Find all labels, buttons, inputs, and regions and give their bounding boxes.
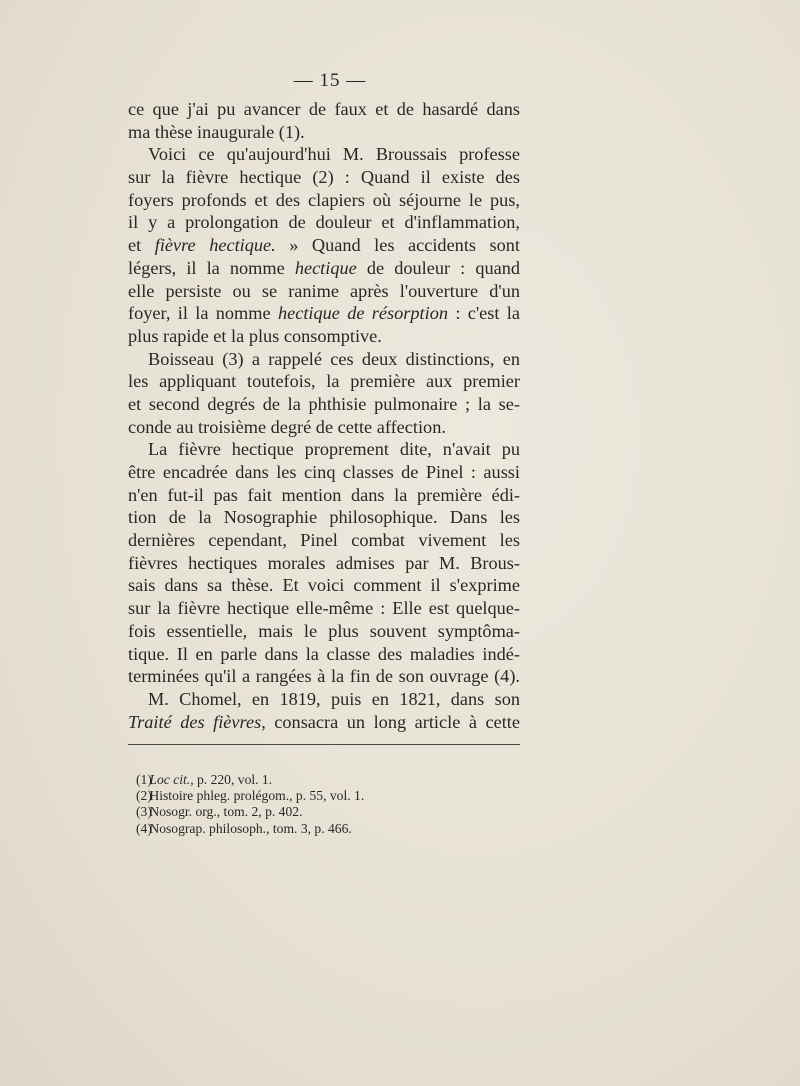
text-line: fois essentielle, mais le plus souvent symptôma- [128,620,520,641]
footnote-marker: (3) [136,804,152,820]
text-line: et second degrés de la phthisie pulmonaire ; la se- [128,393,520,414]
text-line: fièvres hectiques morales admises par M. Brous- [128,552,520,573]
text-line: Boisseau (3) a rappelé ces deux distinctions, en [148,348,520,369]
text-line: sais dans sa thèse. Et voici comment il s'exprime [128,575,520,596]
page-number: — 15 — [293,70,367,91]
footnote-text: Nosograp. philosoph., tom. 3, p. 466. [149,820,352,836]
text-line: et fièvre hectique. » Quand les accidents sont [128,235,521,256]
text-line: n'en fut-il pas fait mention dans la première édi- [128,484,520,505]
footnote-divider [128,744,520,745]
footnote-text: Histoire phleg. prolégom., p. 55, vol. 1. [149,788,365,804]
footnotes [136,772,516,837]
footnote [136,788,516,804]
text-line: foyer, il la nomme hectique de résorption : c'est la [128,303,520,324]
text-line: Voici ce qu'aujourd'hui M. Broussais professe [148,144,520,165]
text-line: foyers profonds et des clapiers où séjourne le pus, [128,189,520,210]
text-line: il y a prolongation de douleur et d'inflammation, [128,212,520,233]
footnote [136,821,516,837]
footnote-marker: (1) [136,772,152,787]
text-line: M. Chomel, en 1819, puis en 1821, dans son [148,688,520,709]
footnote-marker: (2) [136,788,152,804]
text-line: ce que j'ai pu avancer de faux et de hasardé dans [128,99,520,119]
footnote [136,772,516,788]
footnote [136,804,516,820]
text-line: tion de la Nosographie philosophique. Dans les [128,507,520,528]
text-line: terminées qu'il a rangées à la fin de son ouvrage (4). [128,666,520,687]
text-line: elle persiste ou se ranime après l'ouverture d'un [128,280,520,301]
text-line: ma thèse inaugurale (1). [128,121,305,142]
text-line: légers, il la nomme hectique de douleur : quand [128,257,520,278]
text-line: La fièvre hectique proprement dite, n'avait pu [148,439,520,460]
text-line: tique. Il en parle dans la classe des maladies indé- [128,643,520,664]
text-line: être encadrée dans les cinq classes de Pinel : aussi [128,462,520,482]
text-line: plus rapide et la plus consomptive. [128,325,382,346]
footnote-marker: (4) [136,820,152,836]
text-line: les appliquant toutefois, la première aux premier [128,371,520,392]
body-text [128,98,520,733]
text-line: conde au troisième degré de cette affection. [128,416,446,437]
text-line: Traité des fièvres, consacra un long article à cette [128,711,520,732]
text-line: sur la fièvre hectique elle-même : Elle est quelque- [128,598,520,619]
footnote-text: Loc cit., p. 220, vol. 1. [149,772,273,787]
footnote-text: Nosogr. org., tom. 2, p. 402. [149,804,303,820]
text-line: dernières cependant, Pinel combat vivement les [128,530,520,551]
text-line: sur la fièvre hectique (2) : Quand il existe des [128,167,520,188]
